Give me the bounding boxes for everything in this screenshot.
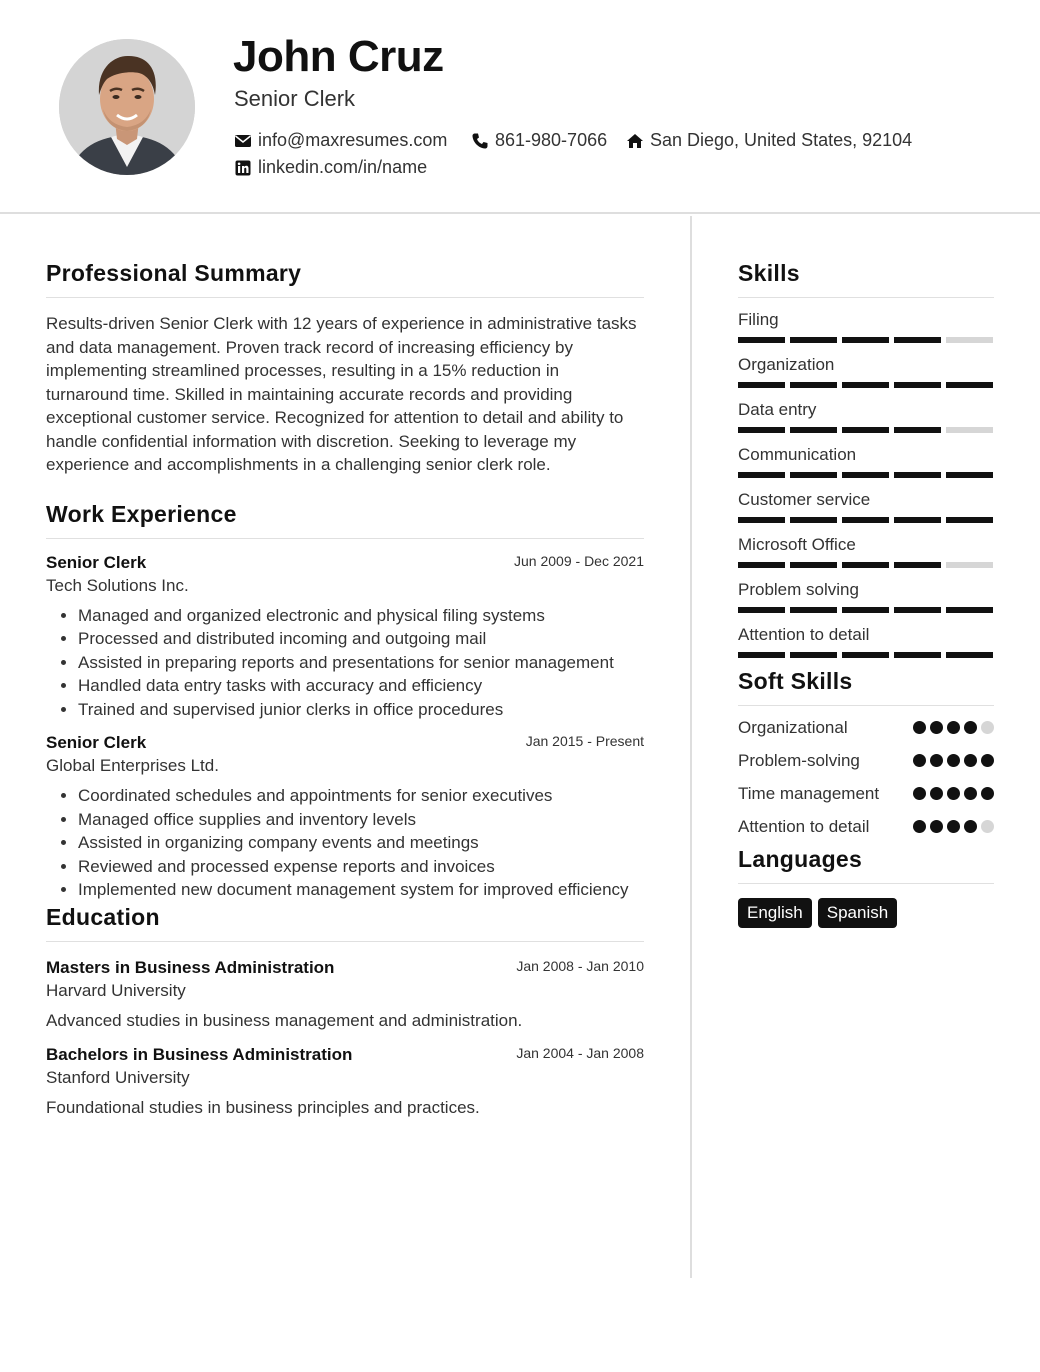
skill-level-segment <box>946 607 993 613</box>
education-section <box>46 904 644 1118</box>
skill-level-bar <box>738 472 994 478</box>
degree-title: Bachelors in Business Administration <box>46 1044 353 1064</box>
rating-dot <box>913 721 926 734</box>
skill-level-segment <box>790 517 837 523</box>
candidate-name: John Cruz <box>233 32 444 81</box>
rating-dot <box>947 721 960 734</box>
languages-list <box>738 898 994 928</box>
skill-level-segment <box>946 382 993 388</box>
soft-skills-section <box>738 668 994 838</box>
job-bullet: • Managed and organized electronic and physical filing systems <box>78 604 644 628</box>
skill-level-segment <box>842 382 889 388</box>
skill-name: Problem solving <box>738 580 859 599</box>
skill-level-segment <box>790 337 837 343</box>
rating-dot <box>930 820 943 833</box>
job-bullet: • Managed office supplies and inventory levels <box>78 808 644 832</box>
skill-name: Communication <box>738 445 857 464</box>
job-entry <box>46 733 644 902</box>
skill-item <box>738 580 994 613</box>
skills-section <box>738 260 994 658</box>
skill-level-segment <box>946 652 993 658</box>
rating-dot <box>981 787 994 800</box>
skill-level-segment <box>738 472 785 478</box>
skill-name: Attention to detail <box>738 625 870 644</box>
experience-section <box>46 501 644 902</box>
skill-level-segment <box>894 427 941 433</box>
rating-dot <box>964 754 977 767</box>
job-bullet: • Processed and distributed incoming and outgoing mail <box>78 627 644 651</box>
rating-dot <box>947 820 960 833</box>
skill-item <box>738 310 994 343</box>
summary-text: Results-driven Senior Clerk with 12 years of experience in administrative tasks and data management. Proven track record of increasing efficiency by implementing streamlined processes, resulting in a 15% reduction in turnaround time. Skilled in maintaining accurate records and providing exceptional customer service. Recognized for attention to detail and ability to handle confidential information with discretion. Seeking to leverage my experience and accomplishments in a challenging senior clerk role. <box>46 314 637 474</box>
school-name: Stanford University <box>46 1067 190 1087</box>
envelope-icon <box>234 132 252 150</box>
skill-level-segment <box>842 607 889 613</box>
skill-level-segment <box>894 472 941 478</box>
resume-header <box>0 0 1040 214</box>
soft-skills-list <box>738 716 994 838</box>
skill-level-segment <box>738 562 785 568</box>
job-bullet: • Assisted in organizing company events and meetings <box>78 831 644 855</box>
rating-dot <box>964 721 977 734</box>
skill-level-segment <box>738 652 785 658</box>
skill-level-segment <box>790 607 837 613</box>
skill-level-segment <box>946 427 993 433</box>
linkedin-icon <box>234 159 252 177</box>
skill-level-segment <box>790 562 837 568</box>
rating-dot <box>913 754 926 767</box>
skill-item <box>738 490 994 523</box>
column-divider <box>690 216 692 1278</box>
skill-level-segment <box>790 652 837 658</box>
skill-level-segment <box>946 337 993 343</box>
soft-skill-item <box>738 749 994 772</box>
skill-level-bar <box>738 517 994 523</box>
skill-level-segment <box>894 607 941 613</box>
rating-dot <box>981 754 994 767</box>
skill-level-segment <box>738 427 785 433</box>
education-description: Foundational studies in business principles and practices. <box>46 1097 480 1117</box>
skill-item <box>738 400 994 433</box>
contact-phone[interactable] <box>471 130 607 151</box>
experience-heading: Work Experience <box>46 501 644 539</box>
soft-skill-name: Time management <box>738 784 880 803</box>
job-company: Tech Solutions Inc. <box>46 575 189 595</box>
skill-name: Microsoft Office <box>738 535 856 554</box>
main-column <box>46 216 644 1118</box>
soft-skill-item <box>738 716 994 739</box>
rating-dot <box>964 787 977 800</box>
skill-level-bar <box>738 427 994 433</box>
skill-level-segment <box>738 382 785 388</box>
languages-heading: Languages <box>738 846 994 884</box>
languages-section <box>738 846 994 928</box>
skill-name: Filing <box>738 310 779 329</box>
job-date: Jun 2009 - Dec 2021 <box>514 552 644 569</box>
skill-level-segment <box>894 562 941 568</box>
skill-level-segment <box>894 517 941 523</box>
skill-name: Organization <box>738 355 835 374</box>
job-bullets <box>46 604 644 722</box>
profile-photo <box>59 39 195 175</box>
skill-level-bar <box>738 382 994 388</box>
job-bullet: • Implemented new document management system for improved efficiency <box>78 878 644 902</box>
language-badge: English <box>738 898 812 928</box>
rating-dot <box>981 820 994 833</box>
skills-list <box>738 310 994 658</box>
skill-level-bar <box>738 652 994 658</box>
soft-skill-rating <box>913 721 994 734</box>
rating-dot <box>947 754 960 767</box>
candidate-title: Senior Clerk <box>234 86 356 111</box>
skill-item <box>738 625 994 658</box>
job-bullet: • Coordinated schedules and appointments for senior executives <box>78 784 644 808</box>
skill-level-segment <box>842 652 889 658</box>
rating-dot <box>913 820 926 833</box>
phone-text: 861-980-7066 <box>495 130 608 150</box>
job-bullet: • Trained and supervised junior clerks in office procedures <box>78 698 644 722</box>
contact-email[interactable] <box>234 130 447 151</box>
summary-section <box>46 260 644 477</box>
skill-level-segment <box>790 427 837 433</box>
soft-skill-item <box>738 782 994 805</box>
skill-level-segment <box>738 517 785 523</box>
education-heading: Education <box>46 904 644 942</box>
rating-dot <box>947 787 960 800</box>
contact-location <box>626 130 912 151</box>
soft-skill-name: Attention to detail <box>738 817 870 836</box>
school-name: Harvard University <box>46 980 186 1000</box>
soft-skills-heading: Soft Skills <box>738 668 994 706</box>
soft-skill-item <box>738 815 994 838</box>
rating-dot <box>913 787 926 800</box>
job-bullet: • Handled data entry tasks with accuracy and efficiency <box>78 674 644 698</box>
skill-level-segment <box>842 427 889 433</box>
skill-name: Customer service <box>738 490 871 509</box>
language-badge: Spanish <box>818 898 897 928</box>
rating-dot <box>930 721 943 734</box>
degree-title: Masters in Business Administration <box>46 957 335 977</box>
skill-level-segment <box>842 337 889 343</box>
soft-skill-rating <box>913 787 994 800</box>
job-bullet: • Reviewed and processed expense reports and invoices <box>78 855 644 879</box>
soft-skill-name: Problem-solving <box>738 751 860 770</box>
job-title: Senior Clerk <box>46 552 147 572</box>
job-bullet: • Assisted in preparing reports and presentations for senior management <box>78 651 644 675</box>
job-entry <box>46 553 644 722</box>
rating-dot <box>930 754 943 767</box>
contact-linkedin[interactable] <box>234 157 427 178</box>
skill-level-segment <box>894 337 941 343</box>
email-text: info@maxresumes.com <box>258 130 448 150</box>
skill-level-segment <box>894 652 941 658</box>
summary-heading: Professional Summary <box>46 260 644 298</box>
home-icon <box>626 132 644 150</box>
education-date: Jan 2008 - Jan 2010 <box>516 957 644 974</box>
education-entry <box>46 958 644 1031</box>
soft-skill-rating <box>913 820 994 833</box>
skill-item <box>738 355 994 388</box>
soft-skill-name: Organizational <box>738 718 848 737</box>
skill-level-segment <box>790 382 837 388</box>
skill-level-segment <box>738 337 785 343</box>
skill-level-bar <box>738 337 994 343</box>
rating-dot <box>981 721 994 734</box>
skill-level-segment <box>738 607 785 613</box>
linkedin-text: linkedin.com/in/name <box>258 157 428 177</box>
skill-name: Data entry <box>738 400 817 419</box>
skill-level-bar <box>738 607 994 613</box>
skill-item <box>738 535 994 568</box>
skill-level-segment <box>946 562 993 568</box>
skill-item <box>738 445 994 478</box>
education-entry <box>46 1045 644 1118</box>
job-company: Global Enterprises Ltd. <box>46 756 219 775</box>
job-title: Senior Clerk <box>46 733 147 752</box>
skills-heading: Skills <box>738 260 994 298</box>
soft-skill-rating <box>913 754 994 767</box>
education-date: Jan 2004 - Jan 2008 <box>516 1044 644 1061</box>
skill-level-segment <box>842 472 889 478</box>
location-text: San Diego, United States, 92104 <box>650 130 913 150</box>
rating-dot <box>964 820 977 833</box>
rating-dot <box>930 787 943 800</box>
skill-level-segment <box>946 472 993 478</box>
skill-level-segment <box>894 382 941 388</box>
sidebar-column <box>738 216 994 928</box>
job-date: Jan 2015 - Present <box>525 733 644 749</box>
phone-icon <box>471 132 489 150</box>
skill-level-segment <box>946 517 993 523</box>
skill-level-segment <box>842 562 889 568</box>
skill-level-segment <box>842 517 889 523</box>
education-description: Advanced studies in business management and administration. <box>46 1010 523 1030</box>
job-bullets <box>46 784 644 902</box>
skill-level-segment <box>790 472 837 478</box>
skill-level-bar <box>738 562 994 568</box>
